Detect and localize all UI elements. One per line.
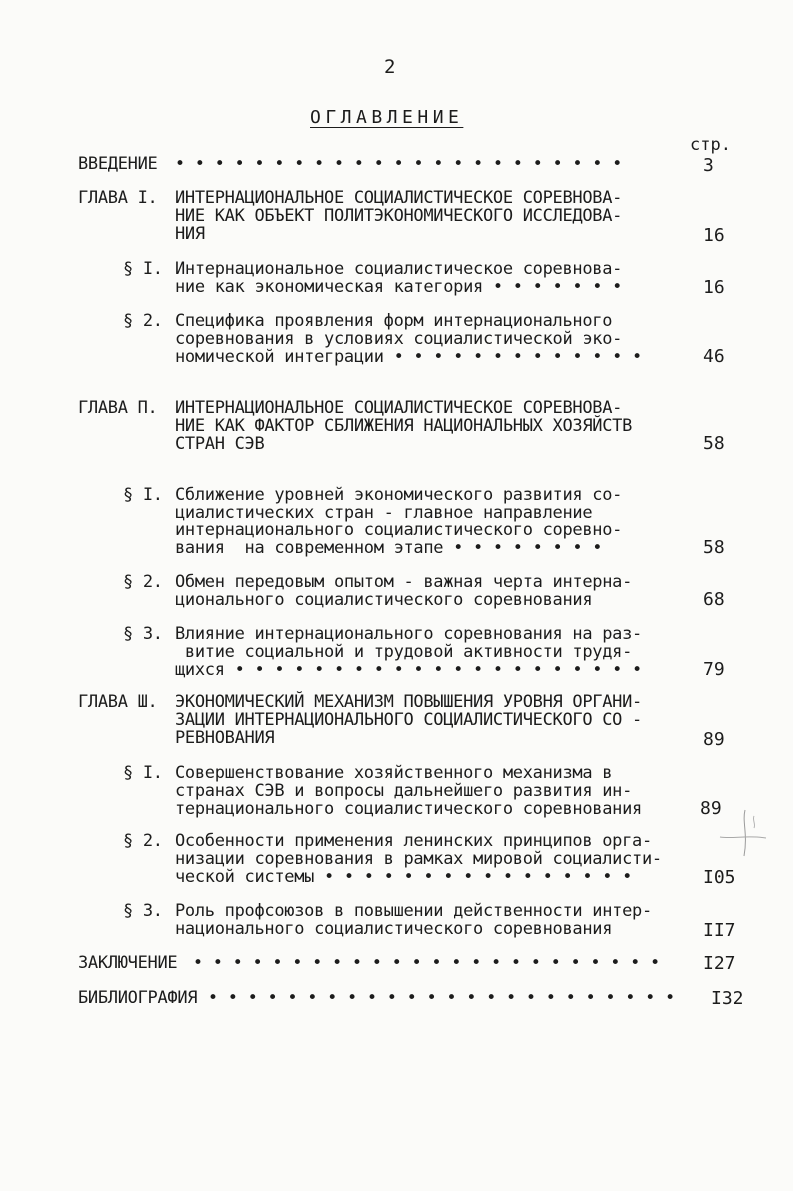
toc-entry-line: • • • • • • • • • • • • • • • • • • • • • • • • xyxy=(198,988,675,1008)
toc-entry-page: 79 xyxy=(703,659,725,680)
toc-entry-line: ЗАЦИИ ИНТЕРНАЦИОНАЛЬНОГО СОЦИАЛИСТИЧЕСКОГО СО - xyxy=(175,710,642,730)
toc-entry-label: § 2. xyxy=(123,831,163,851)
toc-entry-line: ИНТЕРНАЦИОНАЛЬНОЕ СОЦИАЛИСТИЧЕСКОЕ СОРЕВНОВА- xyxy=(175,398,623,418)
toc-entry-line: странах СЭВ и вопросы дальнейшего развития ин- xyxy=(175,781,633,801)
toc-entry-line: РЕВНОВАНИЯ xyxy=(175,728,275,748)
page-column-label: стр. xyxy=(690,135,731,155)
toc-entry-page: I32 xyxy=(711,988,744,1009)
toc-entry-page: 58 xyxy=(703,433,725,454)
toc-entry-label: § I. xyxy=(123,485,163,505)
pencil-mark-icon xyxy=(718,808,768,858)
toc-entry-line: национального социалистического соревнования xyxy=(175,919,613,939)
toc-entry-line: низации соревнования в рамках мировой социалисти- xyxy=(175,849,662,869)
toc-entry-line: ЭКОНОМИЧЕСКИЙ МЕХАНИЗМ ПОВЫШЕНИЯ УРОВНЯ ОРГАНИ- xyxy=(175,692,642,712)
page-number: 2 xyxy=(384,56,396,78)
toc-entry-label: § 3. xyxy=(123,901,163,921)
toc-entry-page: 3 xyxy=(703,155,714,176)
toc-entry-line: ческой системы • • • • • • • • • • • • • • • • xyxy=(175,867,633,887)
toc-entry-line: Специфика проявления форм интернационального xyxy=(175,311,613,331)
toc-entry-label: БИБЛИОГРАФИЯ xyxy=(78,988,198,1008)
toc-entry-page: I27 xyxy=(703,953,736,974)
toc-entry-label: ЗАКЛЮЧЕНИЕ xyxy=(78,953,178,973)
toc-entry-line: щихся • • • • • • • • • • • • • • • • • • • • • xyxy=(175,660,642,680)
toc-entry-line: Влияние интернационального соревнования на раз- xyxy=(175,624,642,644)
toc-entry-line: циалистических стран - главное направление xyxy=(175,503,593,523)
toc-entry-line: Сближение уровней экономического развития со- xyxy=(175,485,623,505)
toc-entry-line: Роль профсоюзов в повышении действенности интер- xyxy=(175,901,652,921)
toc-entry-page: 58 xyxy=(703,537,725,558)
toc-entry-page: II7 xyxy=(703,920,736,941)
toc-entry-line: НИЯ xyxy=(175,224,205,244)
toc-entry-line: витие социальной и трудовой активности трудя- xyxy=(175,642,633,662)
toc-entry-line: НИЕ КАК ОБЪЕКТ ПОЛИТЭКОНОМИЧЕСКОГО ИССЛЕДОВА- xyxy=(175,206,623,226)
toc-entry-line: ционального социалистического соревнования xyxy=(175,590,593,610)
toc-entry-label: § 2. xyxy=(123,572,163,592)
toc-entry-label: ГЛАВА I. xyxy=(78,188,158,208)
toc-entry-label: § I. xyxy=(123,259,163,279)
toc-entry-label: § I. xyxy=(123,763,163,783)
toc-entry-line: ИНТЕРНАЦИОНАЛЬНОЕ СОЦИАЛИСТИЧЕСКОЕ СОРЕВНОВА- xyxy=(175,188,623,208)
toc-entry-page: I05 xyxy=(703,867,736,888)
toc-entry-line: вания на современном этапе • • • • • • • • xyxy=(175,538,603,558)
toc-entry-page: 89 xyxy=(703,729,725,750)
toc-entry-label: ГЛАВА П. xyxy=(78,398,158,418)
toc-entry-line: Особенности применения ленинских принципов орга- xyxy=(175,831,652,851)
page-title: ОГЛАВЛЕНИЕ xyxy=(310,107,464,128)
toc-entry-line: Совершенствование хозяйственного механизма в xyxy=(175,763,613,783)
toc-entry-label: § 3. xyxy=(123,624,163,644)
toc-entry-line: соревнования в условиях социалистической эко- xyxy=(175,329,623,349)
toc-entry-line: • • • • • • • • • • • • • • • • • • • • • • • xyxy=(165,154,623,174)
toc-entry-line: • • • • • • • • • • • • • • • • • • • • • • • • xyxy=(183,953,660,973)
toc-entry-line: номической интеграции • • • • • • • • • • • • • xyxy=(175,347,642,367)
toc-entry-page: 68 xyxy=(703,589,725,610)
toc-entry-page: 46 xyxy=(703,346,725,367)
toc-entry-page: 89 xyxy=(700,798,722,819)
toc-entry-line: СТРАН СЭВ xyxy=(175,434,265,454)
toc-entry-line: Интернациональное социалистическое соревнова- xyxy=(175,259,623,279)
toc-entry-line: тернационального социалистического соревнования xyxy=(175,799,642,819)
toc-entry-label: § 2. xyxy=(123,311,163,331)
toc-entry-page: 16 xyxy=(703,277,725,298)
toc-entry-line: Обмен передовым опытом - важная черта интерна- xyxy=(175,572,633,592)
toc-entry-line: интернационального социалистического соревно- xyxy=(175,520,623,540)
toc-entry-label: ГЛАВА Ш. xyxy=(78,692,158,712)
toc-entry-label: ВВЕДЕНИЕ xyxy=(78,154,158,174)
toc-entry-line: ние как экономическая категория • • • • • • • xyxy=(175,277,623,297)
toc-entry-page: 16 xyxy=(703,225,725,246)
toc-entry-line: НИЕ КАК ФАКТОР СБЛИЖЕНИЯ НАЦИОНАЛЬНЫХ ХОЗЯЙСТВ xyxy=(175,416,633,436)
